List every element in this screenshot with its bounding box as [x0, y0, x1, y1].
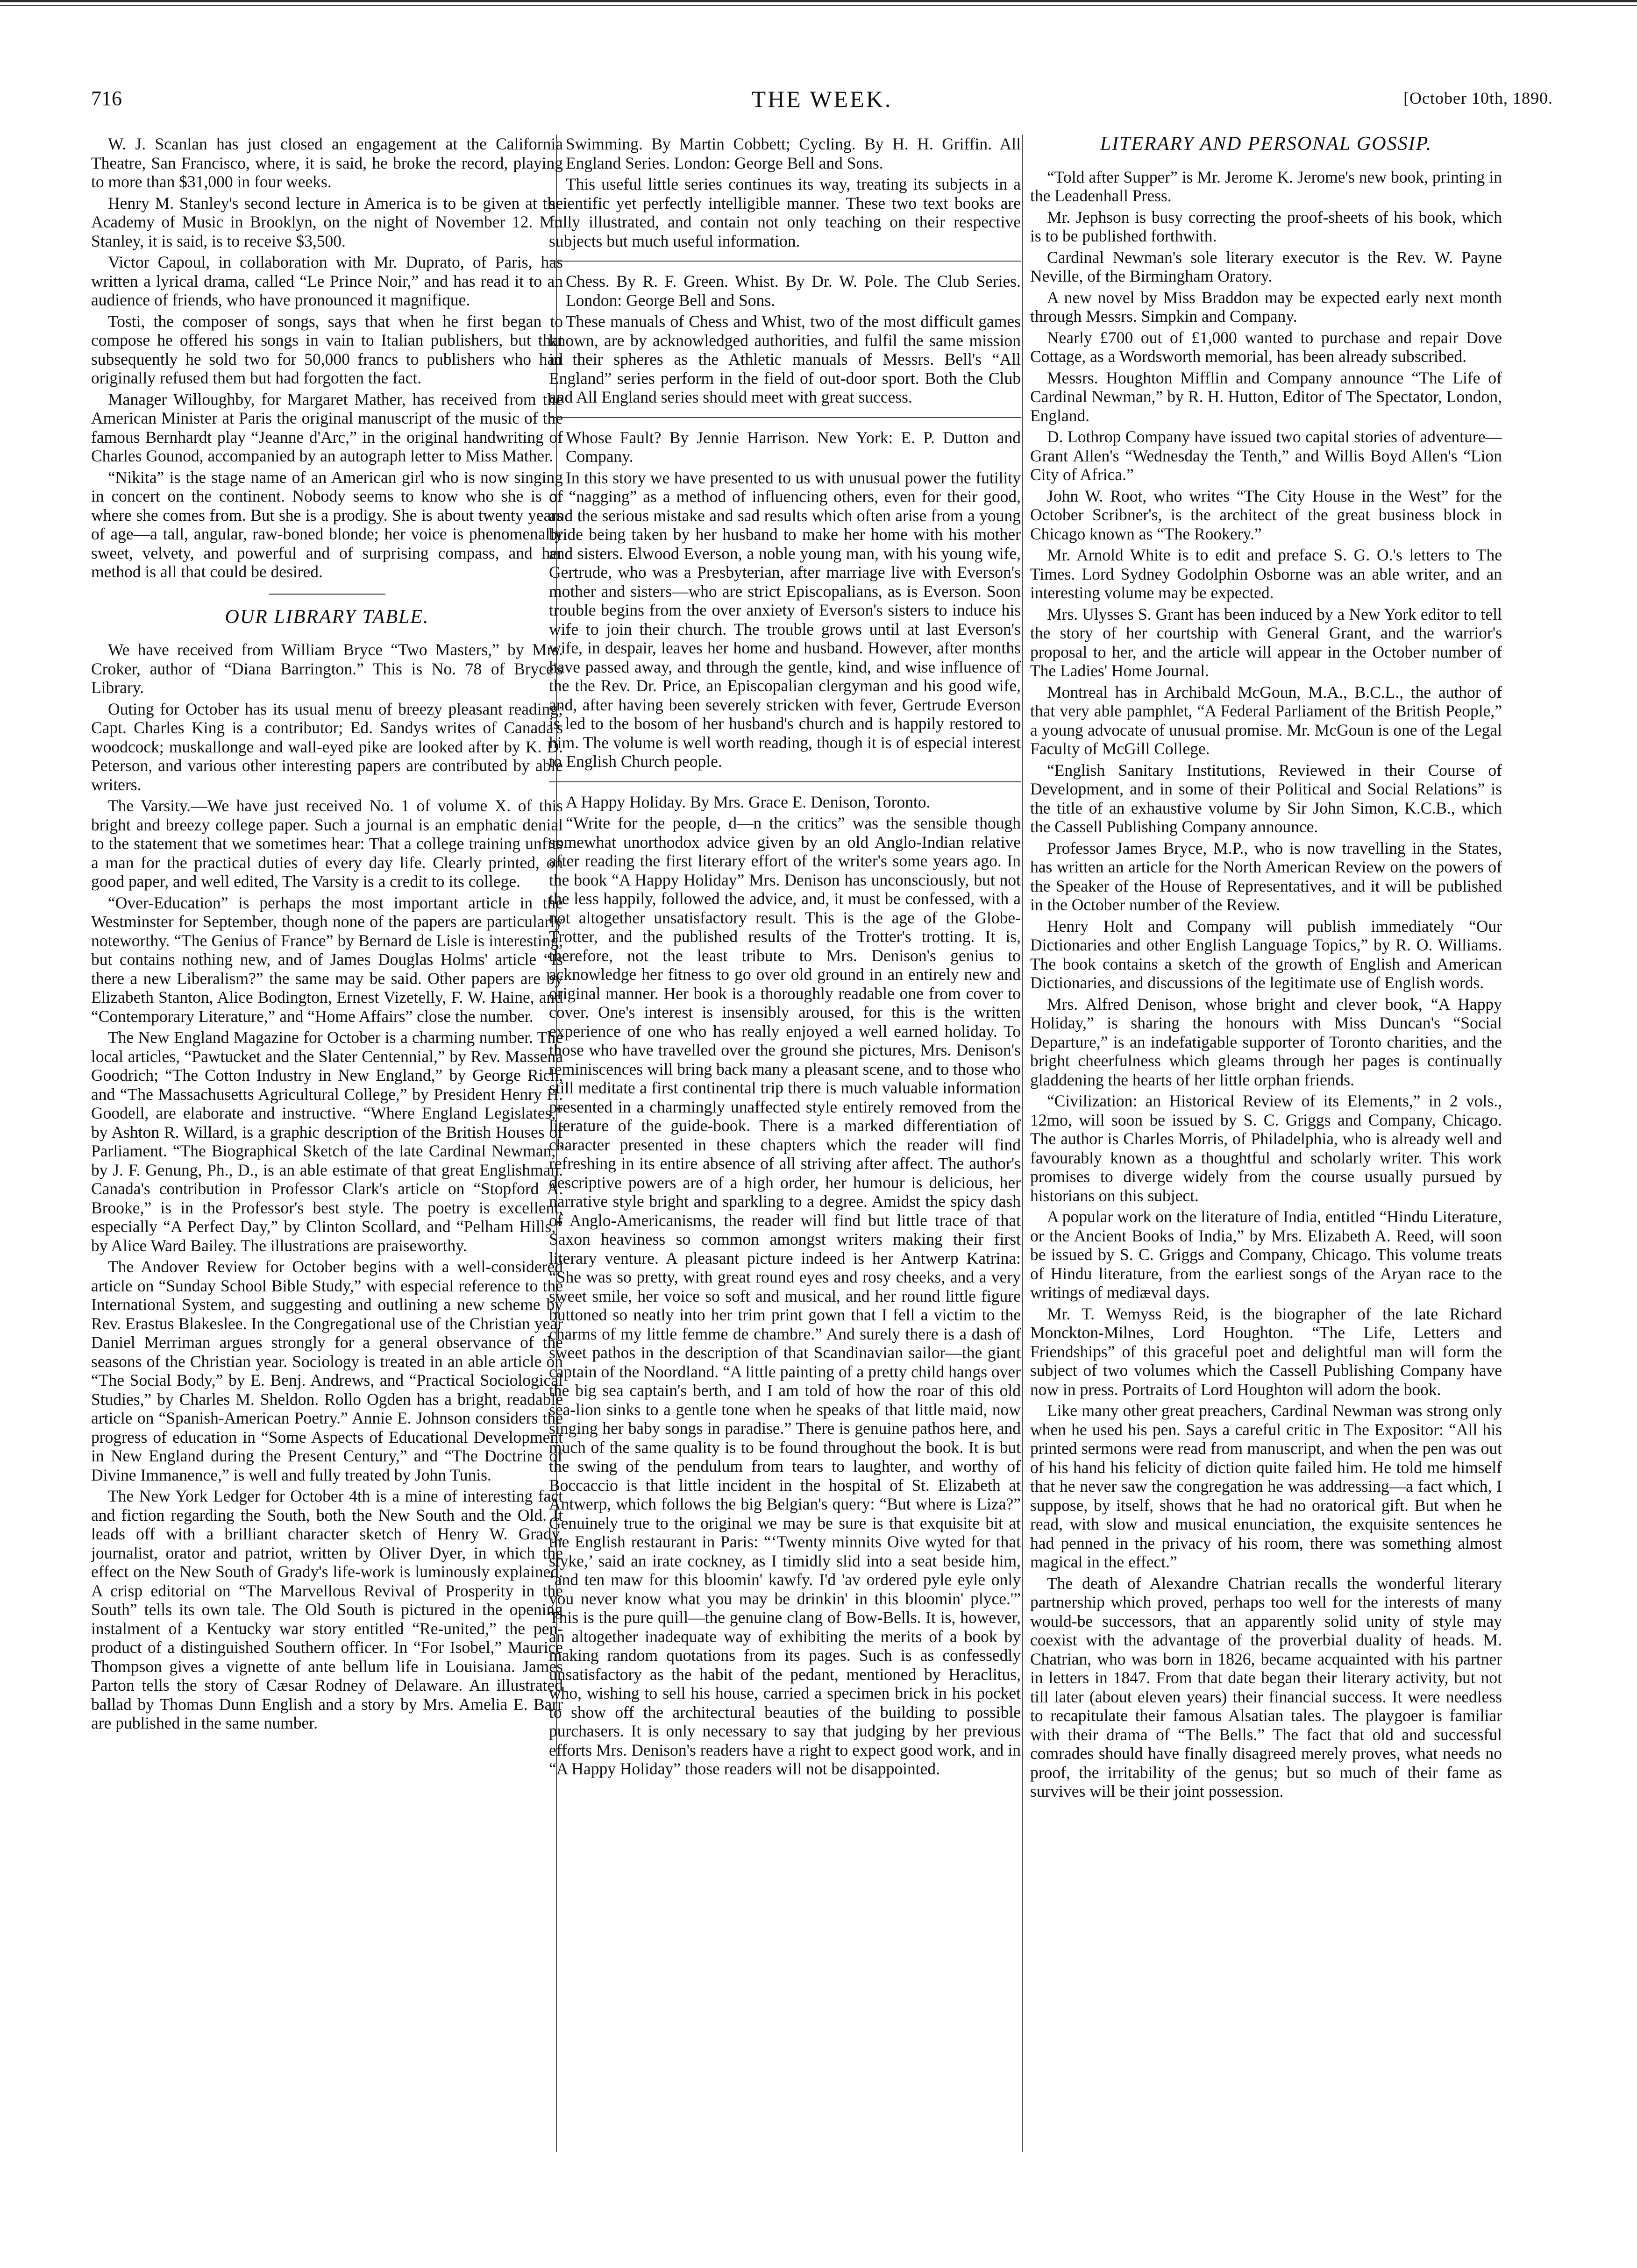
- paragraph: Like many other great preachers, Cardinal Newman was strong only when he used his pen. Says a careful critic in The Expositor: “All his printed sermons were read from manuscript, and when the pen was out of his hand his felicity of diction quite failed him. He told me himself that he never saw the congregation he was addressing—a fact which, I suppose, by itself, shows that he had no oratorical gift. But when he read, with slow and musical enunciation, the exquisite sentences he had penned in the privacy of his room, there was something almost magical in the effect.”: [1030, 1401, 1502, 1571]
- paragraph: A new novel by Miss Braddon may be expected early next month through Messrs. Simpkin and Company.: [1030, 288, 1502, 326]
- paragraph: The death of Alexandre Chatrian recalls the wonderful literary partnership which proved, perhaps too well for the interests of many would-be successors, that an apparently solid unity of style may coexist with the advantage of the proverbial duality of heads. M. Chatrian, who was born in 1826, became acquainted with his partner in letters in 1847. From that date began their literary activity, but not till later (about eleven years) their financial success. It were needless to recapitulate their famous Alsatian tales. The playgoer is familiar with their drama of “The Bells.” The fact that old and successful comrades should have finally disagreed merely proves, what needs no proof, the irritability of the genus; but so much of their fame as survives will be their joint possession.: [1030, 1573, 1502, 1800]
- review-heading: Swimming. By Martin Cobbett; Cycling. By H. H. Griffin. All England Series. London: George Bell and Sons.: [566, 135, 1021, 172]
- paragraph: Montreal has in Archibald McGoun, M.A., B.C.L., the author of that very able pamphlet, “A Federal Parliament of the British People,” a young advocate of unusual promise. Mr. McGoun is one of the Legal Faculty of McGill College.: [1030, 682, 1502, 758]
- page-number: 716: [91, 87, 122, 110]
- column-divider: [1022, 135, 1023, 2152]
- paragraph: “Nikita” is the stage name of an American girl who is now singing in concert on the continent. Nobody seems to know who she is or where she comes from. But she is a prodigy. She is about twenty years of age—a tall, angular, raw-boned blonde; her voice is phenomenally sweet, velvety, and powerful and of surprising compass, and her method is all that could be desired.: [91, 468, 563, 581]
- paragraph: The Andover Review for October begins with a well-considered article on “Sunday School Bible Study,” with especial reference to the International System, and suggesting and outlining a new scheme by Rev. Erastus Blakeslee. In the Congregational use of the Christian year Daniel Merriman argues strongly for a general observance of the seasons of the Christian year. Sociology is treated in an able article on “The Social Body,” by E. Benj. Andrews, and “Practical Sociological Studies,” by Charles M. Sheldon. Rollo Ogden has a bright, readable article on “Spanish-American Poetry.” Annie E. Johnson considers the progress of education in “Some Aspects of Educational Development in New England during the Present Century,” and “The Doctrine of Divine Immanence,” is well and fully treated by John Tunis.: [91, 1257, 563, 1484]
- column-left: [91, 135, 563, 2152]
- journal-title: THE WEEK.: [751, 86, 893, 112]
- paragraph: This useful little series continues its way, treating its subjects in a scientific yet perfectly intelligible manner. These two text books are fully illustrated, and contain not only teaching on their respective subjects but much useful information.: [549, 175, 1021, 250]
- section-rule: [269, 594, 385, 595]
- paragraph: Messrs. Houghton Mifflin and Company announce “The Life of Cardinal Newman,” by R. H. Hutton, Editor of The Spectator, London, England.: [1030, 368, 1502, 425]
- paragraph: Outing for October has its usual menu of breezy pleasant reading; Capt. Charles King is a contributor; Ed. Sandys writes of Canada's woodcock; muskallonge and wall-eyed pike are looked after by K. D. Peterson, and various other interesting papers are contributed by able writers.: [91, 699, 563, 794]
- paragraph: A popular work on the literature of India, entitled “Hindu Literature, or the Ancient Books of India,” by Mrs. Elizabeth A. Reed, will soon be issued by S. C. Griggs and Company, Chicago. This volume treats of Hindu literature, from the earliest songs of the Aryan race to the writings of mediæval days.: [1030, 1207, 1502, 1302]
- paragraph: The Varsity.—We have just received No. 1 of volume X. of this bright and breezy college paper. Such a journal is an emphatic denial to the statement that we sometimes hear: That a college training unfits a man for the practical duties of every day life. Clearly printed, on good paper, and well edited, The Varsity is a credit to its college.: [91, 796, 563, 891]
- paragraph: These manuals of Chess and Whist, two of the most difficult games known, are by acknowledged authorities, and fulfil the same mission in their spheres as the Athletic manuals of Messrs. Bell's “All England” series perform in the field of out-door sport. Both the Club and All England series should meet with great success.: [549, 312, 1021, 406]
- paragraph: Mrs. Alfred Denison, whose bright and clever book, “A Happy Holiday,” is sharing the honours with Miss Duncan's “Social Departure,” is an indefatigable supporter of Toronto charities, and the bright cheerfulness which gleams through her pages is continually gladdening the hearts of her little orphan friends.: [1030, 994, 1502, 1089]
- paragraph: Mrs. Ulysses S. Grant has been induced by a New York editor to tell the story of her courtship with General Grant, and the warrior's proposal to her, and the article will appear in the October number of The Ladies' Home Journal.: [1030, 604, 1502, 680]
- review-heading: Chess. By R. F. Green. Whist. By Dr. W. Pole. The Club Series. London: George Bell and Sons.: [566, 272, 1021, 310]
- paragraph: W. J. Scanlan has just closed an engagement at the California Theatre, San Francisco, where, it is said, he broke the record, playing to more than $31,000 in four weeks.: [91, 135, 563, 191]
- review-heading: A Happy Holiday. By Mrs. Grace E. Denison, Toronto.: [566, 792, 931, 811]
- issue-date: [October 10th, 1890.: [1403, 89, 1553, 107]
- paragraph: Professor James Bryce, M.P., who is now travelling in the States, has written an article for the North American Review on the powers of the Speaker of the House of Representatives, and it will be published in the October number of the Review.: [1030, 838, 1502, 914]
- section-rule: [549, 417, 1021, 418]
- paragraph: Henry Holt and Company will publish immediately “Our Dictionaries and other English Language Topics,” by R. O. Williams. The book contains a sketch of the growth of English and American Dictionaries, and discussions of the legitimate use of English words.: [1030, 916, 1502, 992]
- paragraph: “Civilization: an Historical Review of its Elements,” in 2 vols., 12mo, will soon be issued by S. C. Griggs and Company, Chicago. The author is Charles Morris, of Philadelphia, who is already well and favourably known as a thoughtful and scholarly writer. This work promises to diverge widely from the course usually pursued by historians on this subject.: [1030, 1091, 1502, 1205]
- review-heading: Whose Fault? By Jennie Harrison. New York: E. P. Dutton and Company.: [566, 428, 1021, 466]
- paragraph: “Write for the people, d—n the critics” was the sensible though somewhat unorthodox advice given by an old Anglo-Indian relative after reading the first literary effort of the writer's some years ago. In the book “A Happy Holiday” Mrs. Denison has unconsciously, but not the less happily, followed the advice, and, it must be confessed, with a not altogether unsatisfactory result. This is the age of the Globe-Trotter, and the published results of the Trotter's trotting. It is, therefore, not the least tribute to Mrs. Denison's genius to acknowledge her fitness to go over old ground in an entirely new and original manner. Her book is a thoroughly readable one from cover to cover. One's interest is insensibly aroused, for this is the written experience of one who has really enjoyed a well earned holiday. To those who have travelled over the ground she pictures, Mrs. Denison's reminiscences will bring back many a pleasant scene, and to those who still meditate a first continental trip there is much valuable information presented in a charmingly unaffected style entirely removed from the literature of the guide-book. There is a marked differentiation of character presented in these chapters which the reader will find refreshing in its entire absence of all striving after affect. The author's descriptive powers are of a high order, her humour is delicious, her narrative style bright and sparkling to a degree. Amidst the spicy dash of Anglo-Americanisms, the reader will find but little trace of that Saxon heaviness so common amongst writers making their first literary venture. A pleasant picture indeed is her Antwerp Katrina: “She was so pretty, with great round eyes and rosy cheeks, and a very sweet smile, her voice so soft and musical, and her round little figure buttoned so neatly into her trim print gown that I fell a victim to the charms of my little femme de chambre.” And surely there is a dash of sweet pathos in the description of that Scandinavian sailor—the giant captain of the Noordland. “A little painting of a pretty child hangs over the big sea captain's berth, and I am told of how the roar of this old sea-lion sinks to a gentle tone when he speaks of that little maid, now singing her baby songs in paradise.” There is genuine pathos here, and much of the same quality is to be found throughout the book. It is but the swing of the pendulum from tears to laughter, and worthy of Boccaccio is that little incident in the hospital of St. Elizabeth at Antwerp, which follows the big Belgian's query: “But where is Liza?” Genuinely true to the original we may be sure is that exquisite bit at the English restaurant in Paris: “‘Twenty minnits Oive wyted for that styke,’ said an irate cockney, as I timidly slid into a seat beside him, ‘and ten maw for this bloomin' kawfy. I'd 'av ordered pyle eyle only you never know what you may be drinkin' in this bloomin' plyce.'” This is the pure quill—the genuine clang of Bow-Bells. It is, however, an altogether inadequate way of exhibiting the merits of a book by making random quotations from its pages. Such is as confessedly unsatisfactory as the habit of the pedant, mentioned by Heraclitus, who, wishing to sell his house, carried a specimen brick in his pocket to show off the architectural beauties of the building to possible purchasers. It is only necessary to say that judging by her previous efforts Mrs. Denison's readers have a right to expect good work, and in “A Happy Holiday” those readers will not be disappointed.: [549, 814, 1021, 1778]
- section-rule: [549, 261, 1021, 262]
- page-top-edge: [0, 0, 1637, 19]
- paragraph: We have received from William Bryce “Two Masters,” by Mrs. Croker, author of “Diana Barrington.” This is No. 78 of Bryce's Library.: [91, 640, 563, 697]
- column-right: [1030, 135, 1502, 2152]
- paragraph: The New England Magazine for October is a charming number. The local articles, “Pawtucket and the Slater Centennial,” by Rev. Massena Goodrich; “The Cotton Industry in New England,” by George Rich, and “The Massachusetts Agricultural College,” by President Henry H. Goodell, are elaborate and instructive. “Where England Legislates,” by Ashton R. Willard, is a graphic description of the British Houses of Parliament. “The Biographical Sketch of the late Cardinal Newman,” by J. F. Genung, Ph., D., is an able estimate of that great Englishman. Canada's contribution in Professor Clark's article on “Stopford A. Brooke,” is in the Professor's best style. The poetry is excellent, especially “A Perfect Day,” by Clinton Scollard, and “Pelham Hills,” by Alice Ward Bailey. The illustrations are praiseworthy.: [91, 1028, 563, 1255]
- paragraph: The New York Ledger for October 4th is a mine of interesting fact and fiction regarding the South, both the New South and the Old. It leads off with a brilliant character sketch of Henry W. Grady, journalist, orator and patriot, written by Oliver Dyer, in which the effect on the New South of Grady's life-work is luminously explained. A crisp editorial on “The Marvellous Revival of Prosperity in the South” tells its own tale. The Old South is pictured in the opening instalment of a Kentucky war story entitled “Re-united,” the pen-product of a distinguished Southern officer. In “For Isobel,” Maurice Thompson gives a vignette of ante bellum life in Louisiana. James Parton tells the story of Cæsar Rodney of Delaware. An illustrated ballad by Thomas Dunn English and a story by Mrs. Amelia E. Barr are published in the same number.: [91, 1487, 563, 1732]
- page-header: [91, 86, 1553, 119]
- paragraph: Manager Willoughby, for Margaret Mather, has received from the American Minister at Paris the original manuscript of the music of the famous Bernhardt play “Jeanne d'Arc,” in the original handwriting of Charles Gounod, accompanied by an autograph letter to Miss Mather.: [91, 390, 563, 465]
- section-title-library-table: OUR LIBRARY TABLE.: [225, 606, 429, 628]
- paragraph: In this story we have presented to us with unusual power the futility of “nagging” as a method of influencing others, even for their good, and the serious mistake and sad results which often arise from a young bride being taken by her husband to make her home with his mother and sisters. Elwood Everson, a noble young man, with his young wife, Gertrude, who was a Presbyterian, after marriage live with Everson's mother and sisters—who are strict Episcopalians, as is Everson. Soon trouble begins from the over anxiety of Everson's sisters to induce his wife to join their church. The trouble grows until at last Everson's wife, in despair, leaves her home and husband. However, after months have passed away, and through the gentle, kind, and wise influence of the the Rev. Dr. Price, an Episcopalian clergyman and his good wife, and, after having been severely stricken with fever, Gertrude Everson is led to the bosom of her husband's church and is happily restored to him. The volume is well worth reading, though it is of especial interest to English Church people.: [549, 468, 1021, 771]
- paragraph: John W. Root, who writes “The City House in the West” for the October Scribner's, is the architect of the great business block in Chicago known as “The Rookery.”: [1030, 486, 1502, 543]
- paragraph: “Told after Supper” is Mr. Jerome K. Jerome's new book, printing in the Leadenhall Press.: [1030, 167, 1502, 205]
- paragraph: Mr. Arnold White is to edit and preface S. G. O.'s letters to The Times. Lord Sydney Godolphin Osborne was an able writer, and an interesting volume may be expected.: [1030, 546, 1502, 602]
- paragraph: “Over-Education” is perhaps the most important article in the Westminster for September, though none of the papers are particularly noteworthy. “The Genius of France” by Bernard de Lisle is interesting, but contains nothing new, and of James Douglas Holms' article “Is there a new Liberalism?” the same may be said. Other papers are by Elizabeth Stanton, Alice Bodington, Ernest Vizetelly, F. W. Haine, and “Contemporary Literature,” and “Home Affairs” close the number.: [91, 893, 563, 1026]
- column-middle: [549, 135, 1021, 2152]
- paragraph: Nearly £700 out of £1,000 wanted to purchase and repair Dove Cottage, as a Wordsworth memorial, has been already subscribed.: [1030, 328, 1502, 366]
- paragraph: Cardinal Newman's sole literary executor is the Rev. W. Payne Neville, of the Birmingham Oratory.: [1030, 248, 1502, 285]
- section-title-gossip: LITERARY AND PERSONAL GOSSIP.: [1100, 135, 1432, 155]
- paragraph: D. Lothrop Company have issued two capital stories of adventure—Grant Allen's “Wednesday the Tenth,” and Willis Boyd Allen's “Lion City of Africa.”: [1030, 427, 1502, 484]
- paragraph: Mr. T. Wemyss Reid, is the biographer of the late Richard Monckton-Milnes, Lord Houghton. “The Life, Letters and Friendships” of this graceful poet and delightful man will form the subject of two volumes which the Cassell Publishing Company have now in press. Portraits of Lord Houghton will adorn the book.: [1030, 1304, 1502, 1399]
- paragraph: Victor Capoul, in collaboration with Mr. Duprato, of Paris, has written a lyrical drama, called “Le Prince Noir,” and has read it to an audience of friends, who have pronounced it magnifique.: [91, 253, 563, 309]
- paragraph: Mr. Jephson is busy correcting the proof-sheets of his book, which is to be published forthwith.: [1030, 207, 1502, 245]
- paragraph: Tosti, the composer of songs, says that when he first began to compose he offered his songs in vain to Italian publishers, but that subsequently he sold two for 50,000 francs to publishers who had originally refused them but had forgotten the fact.: [91, 312, 563, 387]
- paragraph: Henry M. Stanley's second lecture in America is to be given at the Academy of Music in Brooklyn, on the night of November 12. Mr. Stanley, it is said, is to receive $3,500.: [91, 193, 563, 250]
- paragraph: “English Sanitary Institutions, Reviewed in their Course of Development, and in some of their Political and Social Relations” is the title of an exhaustive volume by Sir John Simon, K.C.B., which the Cassell Publishing Company announce.: [1030, 760, 1502, 836]
- section-rule: [549, 781, 1021, 782]
